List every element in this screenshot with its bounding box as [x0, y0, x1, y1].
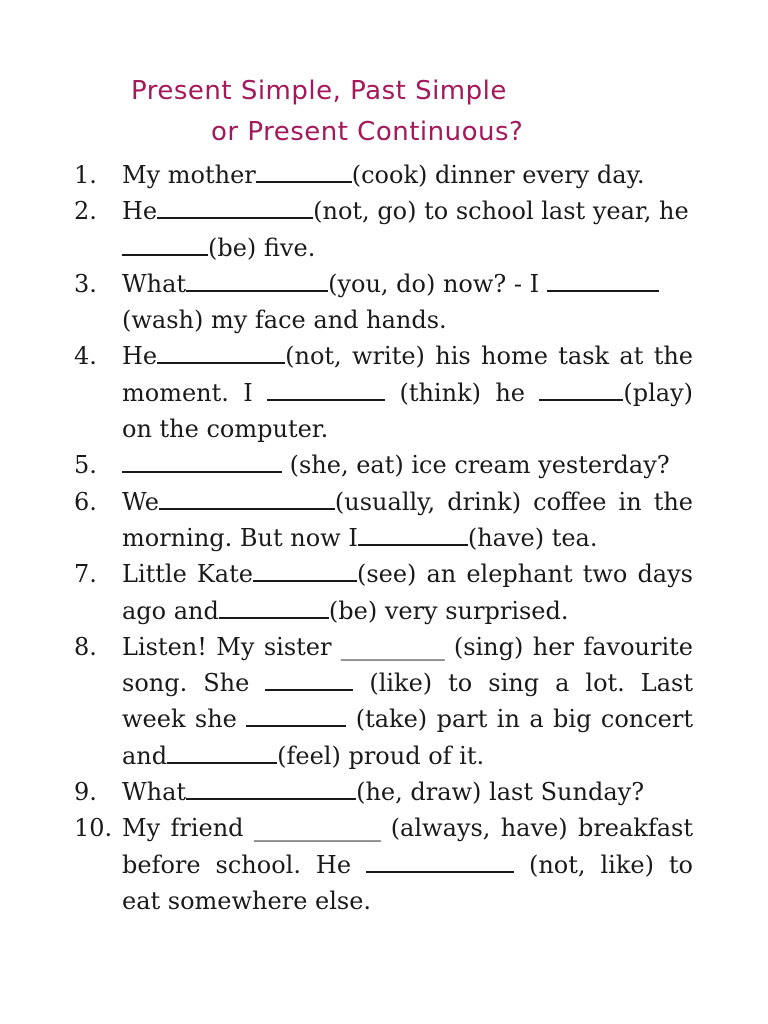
exercise-item-8 — [0, 629, 693, 774]
exercise-item-3 — [0, 266, 693, 339]
answer-blank[interactable] — [547, 270, 659, 292]
exercise-item-7 — [0, 556, 693, 629]
exercise-item-10 — [0, 810, 693, 919]
item-text: (not, go) to school last year, he — [313, 197, 689, 226]
item-text: (always, have) breakfast before school. He — [122, 814, 693, 879]
item-text: (be) five. — [208, 233, 316, 262]
exercise-item-9 — [0, 774, 693, 810]
item-text: What — [122, 269, 187, 298]
item-text: (she, eat) ice cream yesterday? — [282, 451, 670, 480]
answer-blank[interactable] — [366, 851, 514, 873]
item-number: 1. — [74, 161, 97, 189]
item-text: (not, like) to eat somewhere else. — [122, 850, 694, 915]
exercise-item-6 — [0, 484, 693, 557]
item-text: We — [122, 487, 159, 516]
item-number: 4. — [74, 342, 97, 371]
item-text: (wash) my face and hands. — [122, 306, 447, 335]
item-text: He — [122, 342, 158, 371]
answer-blank[interactable] — [267, 379, 385, 401]
item-text: Listen! My sister — [122, 632, 341, 661]
item-number: 8. — [74, 632, 97, 661]
answer-blank[interactable] — [157, 342, 285, 364]
item-text: (see) an elephant two days ago and — [122, 560, 693, 625]
answer-blank[interactable] — [256, 161, 352, 183]
answer-blank[interactable] — [122, 234, 208, 256]
answer-blank-underscores[interactable]: _________ — [340, 632, 445, 661]
item-text: (feel) proud of it. — [277, 741, 485, 770]
answer-blank-underscores[interactable]: ___________ — [253, 814, 381, 843]
exercise-item-2 — [0, 193, 693, 266]
answer-blank[interactable] — [358, 524, 468, 546]
item-text: (think) he — [385, 378, 540, 407]
exercise-item-5 — [0, 447, 693, 483]
item-text: Little Kate — [122, 560, 253, 589]
item-number: 7. — [74, 560, 97, 589]
answer-blank[interactable] — [539, 379, 623, 401]
answer-blank[interactable] — [186, 270, 328, 292]
item-number: 5. — [74, 451, 97, 480]
item-text: (sing) her favourite song. She — [122, 632, 693, 698]
answer-blank[interactable] — [159, 488, 335, 510]
item-number: 3. — [74, 269, 97, 298]
worksheet-title-line-2: or Present Continuous? — [211, 117, 524, 147]
item-text: (have) tea. — [467, 523, 598, 552]
item-text: He — [122, 197, 158, 226]
item-text: (he, draw) last Sunday? — [356, 778, 645, 807]
answer-blank[interactable] — [253, 560, 357, 582]
item-text: (usually, drink) coffee in the morning. But now I — [122, 487, 693, 552]
item-text: My friend — [122, 814, 254, 843]
answer-blank[interactable] — [157, 197, 313, 219]
item-text: (take) part in a big concert and — [122, 705, 693, 770]
answer-blank[interactable] — [167, 742, 277, 764]
answer-blank[interactable] — [122, 451, 282, 473]
exercise-item-1 — [0, 157, 693, 193]
item-text: (not, write) his home task at the moment. I — [122, 342, 693, 407]
item-text: (cook) dinner every day. — [351, 161, 645, 189]
worksheet-title-line-1: Present Simple, Past Simple — [131, 76, 507, 106]
answer-blank[interactable] — [219, 597, 329, 619]
item-text: (you, do) now? - I — [328, 269, 547, 298]
item-text: (like) to sing a lot. Last week she — [122, 669, 693, 734]
item-text: My mother — [122, 161, 256, 189]
item-number: 6. — [74, 487, 97, 516]
item-text: What — [122, 778, 187, 807]
item-number: 2. — [74, 197, 97, 226]
answer-blank[interactable] — [265, 669, 353, 691]
exercise-list — [0, 157, 768, 919]
item-number: 9. — [74, 778, 97, 807]
item-text: (play) on the computer. — [122, 378, 693, 444]
exercise-item-4 — [0, 338, 693, 447]
item-text: (be) very surprised. — [328, 596, 569, 625]
answer-blank[interactable] — [186, 778, 356, 800]
item-number: 10. — [74, 814, 113, 843]
answer-blank[interactable] — [246, 705, 346, 727]
